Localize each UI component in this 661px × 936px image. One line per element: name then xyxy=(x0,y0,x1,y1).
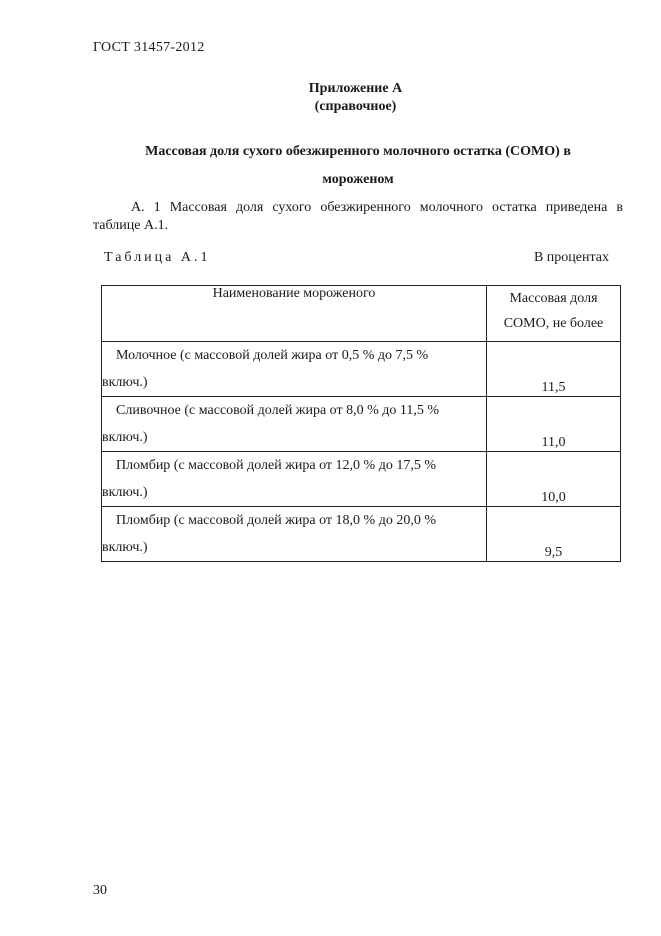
appendix-title: Приложение А xyxy=(308,81,403,96)
table-caption: Таблица А.1 xyxy=(104,250,211,265)
section-title-line2: мороженом xyxy=(322,172,394,187)
row-name-line2: включ.) xyxy=(102,375,148,390)
appendix-heading xyxy=(0,80,661,116)
row-name xyxy=(102,342,487,397)
table-header-row xyxy=(102,286,621,342)
row-name xyxy=(102,452,487,507)
row-name-line2: включ.) xyxy=(102,540,148,555)
row-name-line1: Молочное (с массовой долей жира от 0,5 % до 7,5 % xyxy=(116,348,429,363)
row-name-line2: включ.) xyxy=(102,485,148,500)
header-value xyxy=(487,286,621,342)
section-title xyxy=(93,138,623,194)
header-name: Наименование мороженого xyxy=(102,286,487,342)
row-value: 11,0 xyxy=(487,397,621,452)
appendix-subtitle: (справочное) xyxy=(314,99,397,114)
table-row xyxy=(102,397,621,452)
table-row xyxy=(102,507,621,562)
row-value: 11,5 xyxy=(487,342,621,397)
row-name-line1: Сливочное (с массовой долей жира от 8,0 % до 11,5 % xyxy=(116,403,440,418)
somo-table xyxy=(101,285,621,562)
row-name xyxy=(102,507,487,562)
row-name xyxy=(102,397,487,452)
table-row xyxy=(102,342,621,397)
table-row xyxy=(102,452,621,507)
table-unit: В процентах xyxy=(533,250,609,265)
section-title-line1: Массовая доля сухого обезжиренного молочного остатка (СОМО) в xyxy=(145,144,571,159)
row-value: 9,5 xyxy=(487,507,621,562)
row-name-line1: Пломбир (с массовой долей жира от 12,0 % до 17,5 % xyxy=(116,458,436,473)
document-code: ГОСТ 31457-2012 xyxy=(93,40,205,55)
page-number: 30 xyxy=(93,883,107,898)
row-value: 10,0 xyxy=(487,452,621,507)
header-value-line1: Массовая доля xyxy=(509,291,598,306)
row-name-line1: Пломбир (с массовой долей жира от 18,0 % до 20,0 % xyxy=(116,513,436,528)
header-value-line2: СОМО, не более xyxy=(503,316,604,331)
row-name-line2: включ.) xyxy=(102,430,148,445)
intro-paragraph: А. 1 Массовая доля сухого обезжиренного молочного остатка приведена в таблице А.1. xyxy=(93,200,623,233)
